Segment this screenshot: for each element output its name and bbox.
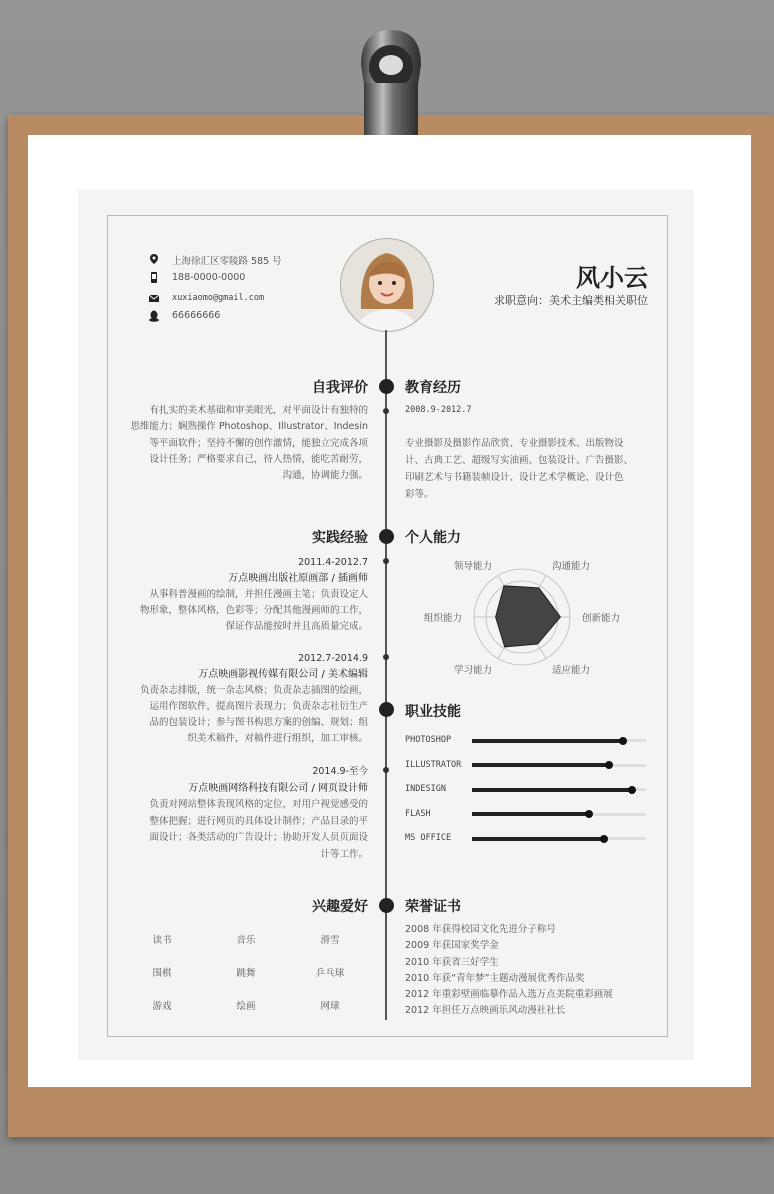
timeline-small-dot bbox=[383, 558, 389, 564]
experience-line: 负责杂志排版，统一杂志风格；负责杂志插图的绘画， bbox=[139, 685, 368, 696]
honor-item: 2012 年担任万点映画乐风动漫社社长 bbox=[405, 1005, 566, 1017]
experience-line: 从事科普漫画的绘制，并担任漫画主笔；负责设定人 bbox=[149, 589, 368, 600]
skill-bar-fill bbox=[472, 763, 609, 767]
hobby-item: 绘画 bbox=[236, 1001, 256, 1012]
self-eval-line: 思维能力；娴熟操作 Photoshop、Illustrator、Indesin bbox=[130, 421, 368, 433]
self-eval-line: 沟通，协调能力强。 bbox=[282, 470, 368, 482]
experience-line: 面设计；各类活动的广告设计；协助开发人员页面设 bbox=[149, 832, 368, 843]
heading-ability: 个人能力 bbox=[405, 530, 461, 546]
radar-label: 沟通能力 bbox=[552, 561, 591, 573]
education-period: 2008.9-2012.7 bbox=[405, 405, 472, 415]
qq-text: 66666666 bbox=[172, 310, 221, 321]
honor-item: 2008 年获得校园文化先进分子称号 bbox=[405, 924, 556, 935]
honor-item: 2012 年重彩壁画临摹作品入选万点美院重彩画展 bbox=[405, 989, 613, 1001]
education-block bbox=[405, 435, 633, 503]
radar-label: 适应能力 bbox=[552, 664, 591, 675]
heading-self-eval: 自我评价 bbox=[312, 380, 368, 396]
radar-label: 领导能力 bbox=[453, 561, 492, 573]
experience-title: 万点映画影视传媒有限公司 / 美术编辑 bbox=[198, 669, 368, 680]
self-eval-block bbox=[120, 403, 368, 484]
phone-icon bbox=[148, 272, 160, 284]
timeline-dot bbox=[379, 379, 394, 394]
girl-portrait-icon bbox=[341, 239, 433, 331]
skill-bar-knob bbox=[619, 737, 627, 745]
phone-text: 188-0000-0000 bbox=[172, 272, 246, 283]
hobby-item: 滑雪 bbox=[320, 935, 340, 946]
heading-hobbies: 兴趣爱好 bbox=[312, 899, 368, 915]
hobby-item: 网球 bbox=[320, 1001, 340, 1012]
email-icon bbox=[148, 292, 160, 304]
experience-period: 2014.9-至今 bbox=[312, 766, 368, 777]
experience-period: 2011.4-2012.7 bbox=[298, 557, 368, 568]
hobby-item: 游戏 bbox=[152, 1001, 172, 1012]
skill-bar-knob bbox=[628, 786, 636, 794]
heading-skills: 职业技能 bbox=[405, 704, 461, 720]
experience-item bbox=[120, 555, 368, 635]
heading-honors: 荣誉证书 bbox=[405, 899, 461, 915]
experience-line: 物形象，整体风格，色彩等；分配其他漫画师的工作， bbox=[139, 605, 368, 616]
email-text: xuxiaomo@gmail.com bbox=[172, 293, 265, 303]
skill-bar-fill bbox=[472, 812, 589, 816]
hobby-item: 音乐 bbox=[236, 935, 256, 946]
avatar bbox=[340, 238, 434, 332]
timeline-dot bbox=[379, 529, 394, 544]
experience-title: 万点映画网络科技有限公司 / 网页设计师 bbox=[188, 782, 368, 794]
radar-label: 学习能力 bbox=[453, 664, 492, 675]
self-eval-line: 等平面软件；坚持不懈的创作激情，能独立完成各项 bbox=[149, 437, 368, 449]
self-eval-line: 有扎实的美术基础和审美眼光，对平面设计有独特的 bbox=[149, 405, 368, 416]
timeline-dot bbox=[379, 898, 394, 913]
location-icon bbox=[148, 253, 160, 265]
honor-item: 2009 年获国家奖学金 bbox=[405, 940, 499, 952]
education-line: 专业摄影及摄影作品欣赏、专业摄影技术、出版物设 bbox=[405, 438, 624, 449]
hobby-item: 跳舞 bbox=[236, 968, 256, 979]
experience-line: 保证作品能按时并且高质量完成。 bbox=[225, 621, 368, 632]
heading-practice: 实践经验 bbox=[312, 530, 368, 546]
skill-bar-fill bbox=[472, 739, 623, 743]
heading-education: 教育经历 bbox=[405, 380, 461, 396]
skill-name: ILLUSTRATOR bbox=[405, 759, 462, 770]
experience-item bbox=[120, 651, 368, 747]
experience-line: 品的包装设计；参与图书构思方案的创编、规划；组 bbox=[149, 717, 368, 728]
hobby-item: 乒乓球 bbox=[315, 968, 345, 979]
skill-bar-fill bbox=[472, 837, 604, 841]
skill-name: MS OFFICE bbox=[405, 833, 452, 843]
timeline-line bbox=[385, 330, 387, 1020]
skill-name: INDESIGN bbox=[405, 784, 446, 794]
skill-name: PHOTOSHOP bbox=[405, 735, 452, 745]
ability-radar-chart bbox=[400, 555, 660, 675]
skill-bar-knob bbox=[585, 810, 593, 818]
honors-list bbox=[405, 922, 613, 1020]
timeline-dot bbox=[379, 702, 394, 717]
timeline-small-dot bbox=[383, 767, 389, 773]
hobby-item: 读书 bbox=[152, 935, 172, 946]
skill-bar-knob bbox=[600, 835, 608, 843]
experience-item bbox=[120, 764, 368, 863]
education-line: 印刷艺术与书籍装帧设计、设计艺术学概论、设计色 bbox=[405, 472, 624, 483]
skill-bar-fill bbox=[472, 788, 632, 792]
skill-name: FLASH bbox=[405, 808, 431, 819]
job-objective: 求职意向：美术主编类相关职位 bbox=[494, 294, 648, 307]
timeline-small-dot bbox=[383, 408, 389, 414]
honor-item: 2010 年获省三好学生 bbox=[405, 956, 499, 968]
experience-period: 2012.7-2014.9 bbox=[298, 653, 368, 664]
qq-icon bbox=[148, 310, 160, 322]
radar-label: 组织能力 bbox=[423, 613, 462, 624]
experience-line: 计等工作。 bbox=[320, 848, 368, 860]
timeline-small-dot bbox=[383, 654, 389, 660]
radar-label: 创新能力 bbox=[582, 613, 621, 624]
address-text: 上海徐汇区零陵路 585 号 bbox=[172, 256, 282, 267]
education-line: 彩等。 bbox=[405, 489, 434, 500]
self-eval-line: 设计任务；严格要求自己，待人热情，能吃苦耐劳， bbox=[149, 453, 368, 465]
experience-line: 负责对网站整体表现风格的定位，对用户视觉感受的 bbox=[149, 799, 368, 810]
honor-item: 2010 年获“青年梦”主题动漫展优秀作品奖 bbox=[405, 972, 585, 984]
candidate-name: 风小云 bbox=[576, 264, 648, 292]
education-line: 计、古典工艺、超级写实油画、包装设计、广告摄影、 bbox=[405, 455, 634, 466]
experience-line: 整体把握；进行网页的具体设计制作；产品目录的平 bbox=[149, 815, 368, 827]
experience-line: 运用作图软件，提高图片表现力；负责杂志社衍生产 bbox=[149, 701, 368, 712]
hobby-item: 围棋 bbox=[152, 968, 172, 979]
experience-title: 万点映画出版社原画部 / 插画师 bbox=[228, 573, 368, 584]
experience-line: 织美术稿件，对稿件进行组织，加工审核。 bbox=[187, 733, 368, 744]
